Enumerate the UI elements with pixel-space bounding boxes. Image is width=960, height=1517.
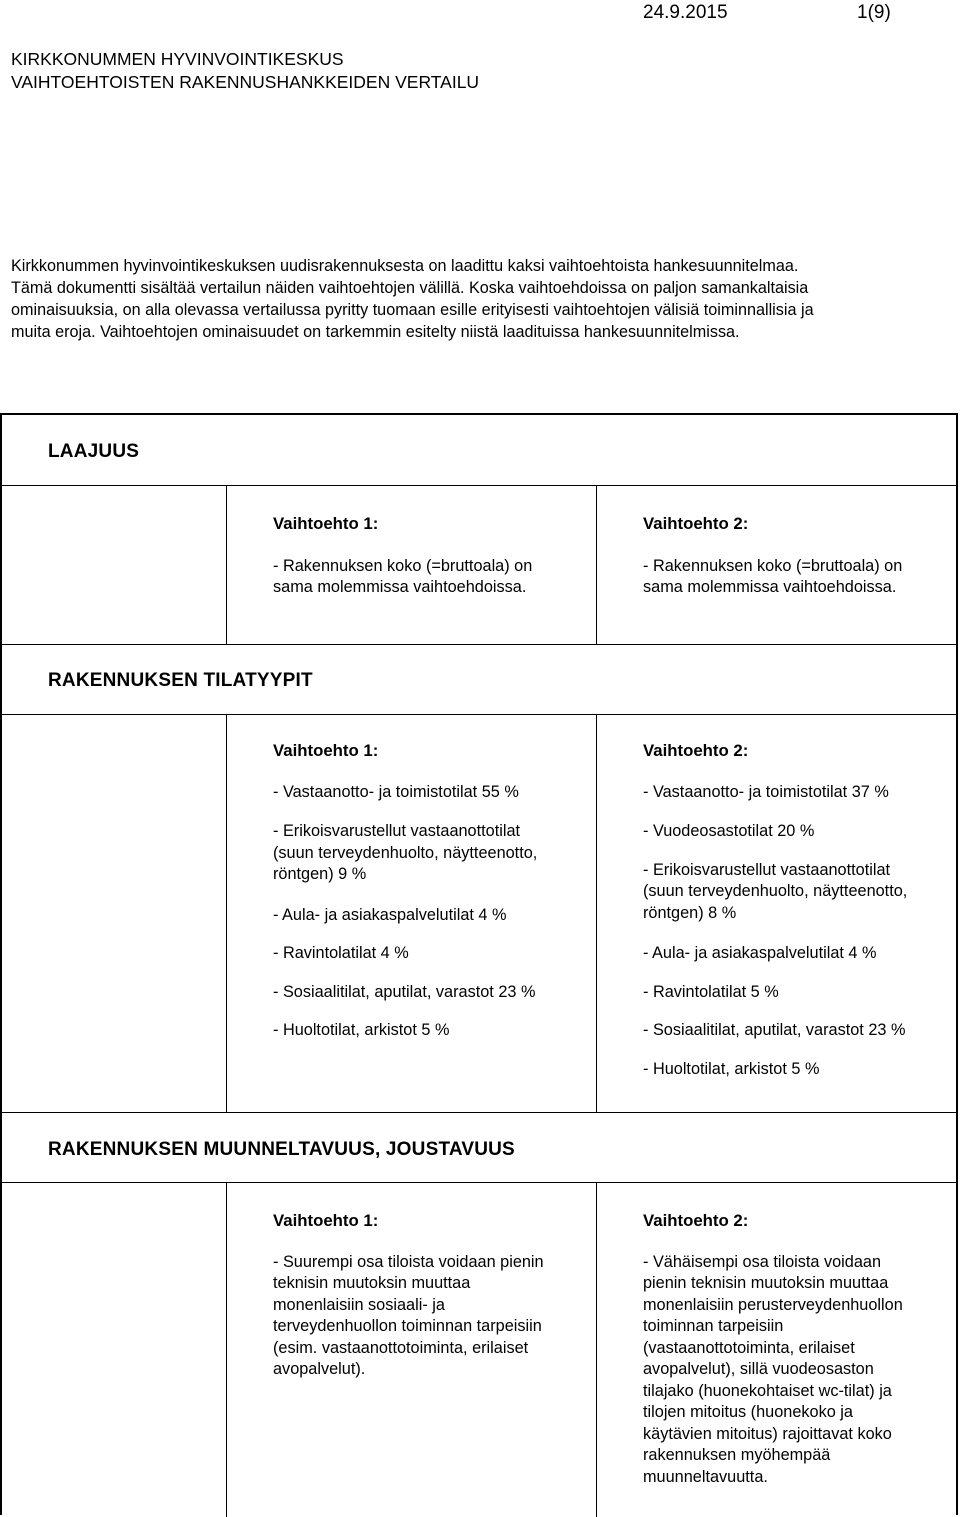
option-item: (suun terveydenhuolto, näytteenotto, <box>273 843 538 862</box>
option-text: - Suurempi osa tiloista voidaan pienin <box>273 1252 544 1271</box>
option-item: - Aula- ja asiakaspalvelutilat 4 % <box>273 905 507 924</box>
row-divider <box>2 485 956 486</box>
option-text: sama molemmissa vaihtoehdoissa. <box>643 578 897 596</box>
option-text: rakennuksen myöhempää <box>643 1446 831 1464</box>
option-item: - Vastaanotto- ja toimistotilat 37 % <box>643 782 889 801</box>
option-text: monenlaisiin sosiaali- ja <box>273 1295 445 1314</box>
option-item: - Ravintolatilat 5 % <box>643 982 779 1001</box>
comparison-table <box>0 413 958 1515</box>
column-divider <box>226 1182 227 1517</box>
column-divider <box>226 485 227 644</box>
muunneltavuus-option-2 <box>643 1210 958 1488</box>
option-text: tilojen mitoitus (huonekoko ja <box>643 1403 853 1421</box>
tilatyypit-option-2 <box>643 740 958 1080</box>
column-divider <box>226 714 227 1112</box>
section-title-muunneltavuus: RAKENNUKSEN MUUNNELTAVUUS, JOUSTAVUUS <box>48 1139 515 1160</box>
option-text: - Rakennuksen koko (=bruttoala) on <box>273 556 533 575</box>
row-divider <box>2 1182 956 1183</box>
option-text: - Vähäisempi osa tiloista voidaan <box>643 1252 882 1271</box>
option-heading: Vaihtoehto 2: <box>643 1211 749 1230</box>
laajuus-option-1 <box>273 513 593 599</box>
option-item: röntgen) 8 % <box>643 903 737 922</box>
intro-line: Tämä dokumentti sisältää vertailun näiden vaihtoehtojen välillä. Koska vaihtoehdoissa on paljon samankaltaisia <box>11 279 809 297</box>
title-line-1: KIRKKONUMMEN HYVINVOINTIKESKUS <box>11 49 344 69</box>
tilatyypit-option-1 <box>273 740 593 1042</box>
row-divider <box>2 644 956 645</box>
laajuus-option-2 <box>643 513 958 599</box>
column-divider <box>596 485 597 644</box>
option-item: - Huoltotilat, arkistot 5 % <box>643 1059 820 1078</box>
option-text: muunneltavuutta. <box>643 1467 768 1486</box>
option-text: sama molemmissa vaihtoehdoissa. <box>273 578 527 596</box>
intro-paragraph <box>11 255 956 343</box>
section-title-laajuus: LAAJUUS <box>48 441 140 462</box>
page-number: 1(9) <box>857 2 891 23</box>
option-text: terveydenhuollon toiminnan tarpeisiin <box>273 1317 542 1335</box>
option-item: - Vuodeosastotilat 20 % <box>643 822 815 840</box>
option-text: (vastaanottotoiminta, erilaiset <box>643 1338 855 1357</box>
column-divider <box>596 1182 597 1517</box>
option-item: - Sosiaalitilat, aputilat, varastot 23 % <box>643 1021 906 1039</box>
option-item: - Aula- ja asiakaspalvelutilat 4 % <box>643 944 877 962</box>
intro-line: Kirkkonummen hyvinvointikeskuksen uudisrakennuksesta on laadittu kaksi vaihtoehtoista hankesuunnitelmaa. <box>11 257 799 275</box>
option-text: toiminnan tarpeisiin <box>643 1317 784 1335</box>
option-text: teknisin muutoksin muuttaa <box>273 1274 471 1292</box>
section-title-tilatyypit: RAKENNUKSEN TILATYYPIT <box>48 670 313 691</box>
option-text: tilajako (huonekohtaiset wc-tilat) ja <box>643 1381 892 1400</box>
option-text: (esim. vastaanottotoiminta, erilaiset <box>273 1338 529 1357</box>
option-item: - Huoltotilat, arkistot 5 % <box>273 1021 450 1039</box>
intro-line: muita eroja. Vaihtoehtojen ominaisuudet on tarkemmin esitelty niistä laadituissa hankesuunnitelmissa. <box>11 323 740 341</box>
option-item: - Erikoisvarustellut vastaanottotilat <box>273 822 521 840</box>
option-item: (suun terveydenhuolto, näytteenotto, <box>643 882 908 900</box>
option-heading: Vaihtoehto 2: <box>643 514 749 533</box>
option-item: - Sosiaalitilat, aputilat, varastot 23 % <box>273 982 536 1001</box>
option-heading: Vaihtoehto 1: <box>273 1211 379 1230</box>
row-divider <box>2 714 956 715</box>
option-text: monenlaisiin perusterveydenhuollon <box>643 1295 903 1314</box>
row-divider <box>2 1112 956 1113</box>
option-text: avopalvelut). <box>273 1360 366 1378</box>
option-text: - Rakennuksen koko (=bruttoala) on <box>643 556 903 575</box>
option-item: - Ravintolatilat 4 % <box>273 944 409 962</box>
document-date: 24.9.2015 <box>643 2 728 23</box>
column-divider <box>596 714 597 1112</box>
document-title <box>11 48 479 94</box>
muunneltavuus-option-1 <box>273 1210 593 1381</box>
option-item: - Erikoisvarustellut vastaanottotilat <box>643 860 891 879</box>
option-heading: Vaihtoehto 2: <box>643 741 749 760</box>
option-item: röntgen) 9 % <box>273 865 367 883</box>
option-text: avopalvelut), sillä vuodeosaston <box>643 1360 874 1378</box>
option-text: käytävien mitoitus) rajoittavat koko <box>643 1424 892 1443</box>
option-text: pienin teknisin muutoksin muuttaa <box>643 1274 889 1292</box>
option-heading: Vaihtoehto 1: <box>273 514 379 533</box>
option-heading: Vaihtoehto 1: <box>273 741 379 760</box>
title-line-2: VAIHTOEHTOISTEN RAKENNUSHANKKEIDEN VERTAILU <box>11 72 480 92</box>
option-item: - Vastaanotto- ja toimistotilat 55 % <box>273 782 519 801</box>
intro-line: ominaisuuksia, on alla olevassa vertailussa pyritty tuomaan esille erityisesti vaihtoehtojen välisiä toiminnallisia ja <box>11 301 814 319</box>
